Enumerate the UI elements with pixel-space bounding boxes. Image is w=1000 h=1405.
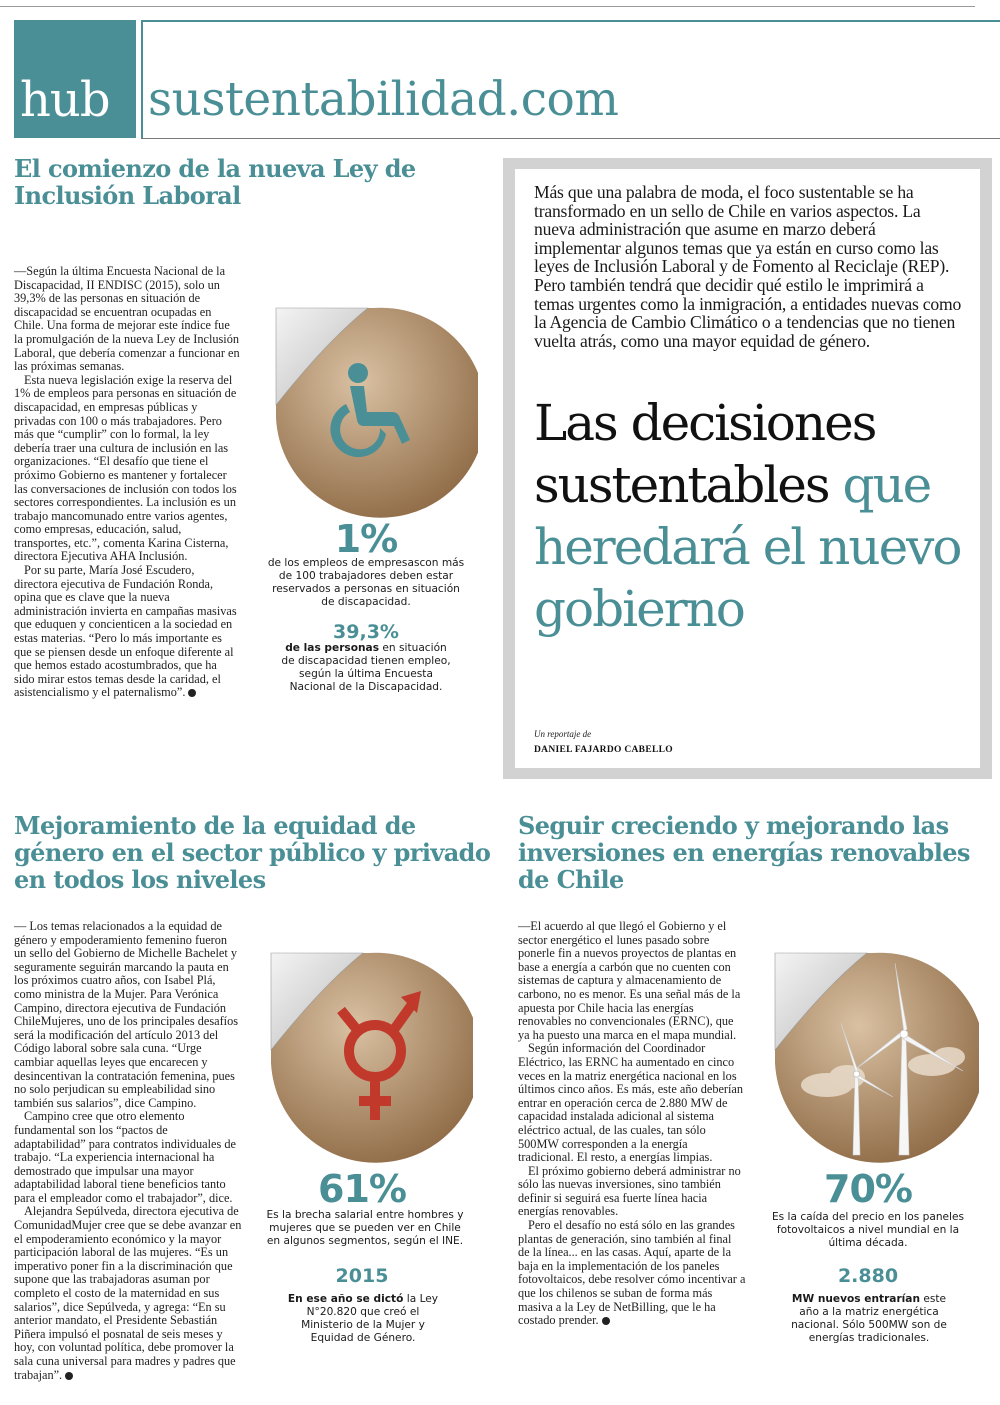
section3-title-line1: Seguir creciendo y mejorando las [518,811,949,840]
header-rule-bottom [141,138,1000,139]
section2-paragraph-text: Alejandra Sepúlveda, directora ejecutiva de ComunidadMujer cree que se debe avanzar en el empoderamiento económico y la mayor participación laboral de las mujeres. “Es un imperativo poner fin a la discriminación que supone que las trabajadoras asuman por completo el costo de la maternidad en sus salarios”, dice Sepúlveda, y agrega: “En su anterior mandato, el Presidente Sebastián Piñera impulsó el posnatal de seis meses y hoy, con voluntad política, debe promover la sala cuna universal para madres y padres que trabajan”. [14,1204,242,1382]
section3-stat2-text: este año a la matriz energética nacional. Sólo 500MW son de energías tradicionales. [791,1293,947,1344]
headline-teal: que heredará el nuevo gobierno [534,456,961,638]
section2-stat1-caption: Es la brecha salarial entre hombres y mujeres que se pueden ver en Chile en algunos segmentos, según el INE. [266,1209,464,1247]
section1-title-line2: Inclusión Laboral [14,181,241,210]
section3-paragraph: El próximo gobierno deberá administrar no sólo las nuevas inversiones, sino también definir si seguirá esa fuerte línea hacia energías renovables. [518,1163,741,1219]
section3-paragraph: Según información del Coordinador Eléctrico, las ERNC ha aumentado en cinco veces en la matriz energética nacional en los últimos cinco años. Es más, este año deberían entrar en operación cerca de 2.880 MW de capacidad instalada adicional al sistema eléctrico actual, de las cuales, tan sólo 500MW corresponden a la energía tradicional. El resto, a energías limpias. [518,1041,744,1165]
section3-stat2-value: 2.880 [837,1265,899,1287]
header-rule-left [141,20,143,138]
section2-body [14,920,242,1382]
section3-paragraph-text: Pero el desafío no está sólo en las grandes plantas de generación, sino también al final de la línea... en las casas. Aquí, aparte de la baja en la implementación de los paneles fotovoltaicos, debe resolver cómo incentivar a que los chilenos se suban de forma más masiva a la Ley de NetBilling, que le ha costado prender. [518,1218,746,1328]
section2-stat2-value: 2015 [335,1265,389,1287]
section1-body [14,265,240,700]
section2-title-line2: género en el sector público y privado [14,838,491,867]
feature-lede: Más que una palabra de moda, el foco sustentable se ha transformado en un sello de Chile en varios aspectos. La nueva administración que asume en marzo deberá implementar algunos temas que ya están en curso como las leyes de Inclusión Laboral y de Fomento al Reciclaje (REP). Pero también tendrá que decidir qué estilo le imprimirá a temas urgentes como la inmigración, a entidades nuevas como la Agencia de Cambio Climático o a tendencias que no tienen vuelta atrás, como una mayor equidad de género. [534,182,962,351]
section1-stat2-caption [278,642,454,694]
section1-title-line1: El comienzo de la nueva Ley de [14,154,416,183]
section3-title-line2: inversiones en energías renovables [518,838,970,867]
top-rule [0,6,975,7]
section2-title [14,812,494,893]
section3-title-line3: de Chile [518,865,624,894]
wind-sticker [767,945,979,1165]
section3-stat2-caption [786,1293,952,1345]
section2-stat2-text: la Ley N°20.820 que creó el Ministerio de la Mujer y Equidad de Género. [301,1293,439,1344]
section2-paragraph [14,1205,242,1382]
feature-headline [534,392,974,640]
site-name: sustentabilidad.com [148,72,619,127]
section1-stat1-caption: de los empleos de empresascon más de 100 trabajadores deben estar reservados a personas en situación de discapacidad. [267,557,465,608]
hub-logo-text: hub [20,72,110,128]
section2-title-line1: Mejoramiento de la equidad de [14,811,416,840]
section1-title [14,155,494,209]
section3-stat2-bold: MW nuevos entrarían [791,1293,920,1305]
section3-stat1-caption: Es la caída del precio en los paneles fotovoltaicos a nivel mundial en la última década. [771,1211,965,1249]
end-of-article-icon [65,1372,73,1380]
section1-paragraph: —Según la última Encuesta Nacional de la Discapacidad, II ENDISC (2015), solo un 39,3% de las personas en situación de discapacidad se encuentran ocupadas en Chile. Una forma de mejorar este índice fue la promulgación de la nueva Ley de Inclusión Laboral, que debería comenzar a funcionar en las próximas semanas. [14,264,240,374]
section2-paragraph: — Los temas relacionados a la equidad de género y empoderamiento femenino fueron un sello del Gobierno de Michelle Bachelet y seguramente seguirán marcando la pauta en los próximos cuatro años, con Isabel Plá, como ministra de la Mujer. Para Verónica Campino, directora ejecutiva de Fundación ChileMujeres, uno de los principales desafíos será la modificación del artículo 2013 del Código laboral sobre sala cuna. “Urge cambiar aquellas leyes que encarecen y desincentivan la contratación femenina, pues no solo perjudican su empleabilidad sino también sus salarios”, dice Campino. [14,919,239,1110]
section3-body [518,920,746,1328]
section1-paragraph [14,564,240,700]
byline-intro: Un reportaje de [534,729,592,739]
byline-author: DANIEL FAJARDO CABELLO [534,745,673,755]
end-of-article-icon [602,1317,610,1325]
section1-stat2-text: en situación de discapacidad tienen empleo, según la última Encuesta Nacional de la Discapacidad. [281,642,451,693]
section1-stat1-value: 1% [334,517,398,561]
section1-stat2-bold: de las personas [285,642,380,654]
section1-paragraph: Esta nueva legislación exige la reserva del 1% de empleos para personas en situación de discapacidad, en empresas públicas y privadas con 100 o más trabajadores. Pero más que “cumplir” con lo formal, la ley debería traer una cultura de inclusión en las organizaciones. “El desafío que tiene el próximo Gobierno es mantener y fortalecer las conversaciones de inclusión con todos los sectores correspondientes. La inclusión es un trabajo mancomunado entre varios agentes, como empresas, educación, salud, transportes, etc.”, comenta Karina Cisterna, directora Ejecutiva AHA Inclusión. [14,372,237,564]
section3-paragraph: —El acuerdo al que llegó el Gobierno y el sector energético el lunes pasado sobre ponerle fin a nuevos proyectos de plantas en base a energía a carbón que no cuenten con sistemas de captura y almacenamiento de carbono, no es menor. Es una señal más de la apuesta por Chile hacia las energías renovables no convencionales (ERNC), que ya ha puesto una marca en el mapa mundial. [518,919,741,1042]
gender-sticker [263,945,473,1165]
section2-stat2-caption [280,1293,446,1345]
section2-stat1-value: 61% [318,1167,406,1211]
section2-paragraph: Campino cree que otro elemento fundamental son los “pactos de adaptabilidad” para contratos individuales de trabajo. “La experiencia internacional ha demostrado que impulsar una mayor adaptabilidad laboral tiene beneficios tanto para el empleador como el trabajador”, dice. [14,1109,236,1205]
section2-stat2-bold: En ese año se dictó [287,1293,404,1305]
headline-dark: Las decisiones sustentables [534,394,876,514]
end-of-article-icon [188,689,196,697]
section1-stat2-value: 39,3% [333,621,399,643]
section3-paragraph [518,1219,746,1328]
section2-title-line3: en todos los niveles [14,865,266,894]
section1-paragraph-text: Por su parte, María José Escudero, directora ejecutiva de Fundación Ronda, opina que es clave que la nueva administración invierta en campañas masivas que eduquen y concienticen a la sociedad en estas materias. “Pero lo más importante es que se piensen desde un enfoque diferente al que hemos estado acostumbrados, que ha sido mirar estos temas desde la caridad, el asistencialismo y el paternalismo”. [14,563,237,700]
section3-stat1-value: 70% [824,1167,912,1211]
header-rule-top [141,20,1000,22]
wheelchair-sticker [268,300,478,520]
section3-title [518,812,988,893]
